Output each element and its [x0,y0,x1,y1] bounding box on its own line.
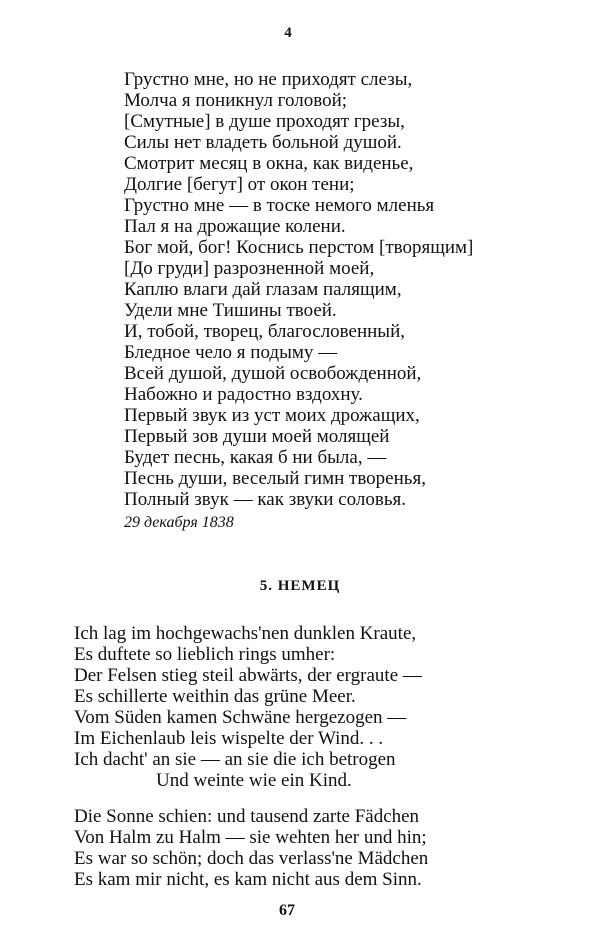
poem-line: Die Sonne schien: und tausend zarte Fädchen [74,806,420,827]
poem-line: И, тобой, творец, благословенный, [124,321,405,342]
poem-line: Von Halm zu Halm — sie wehten her und hin; [74,827,427,848]
poem-line: Ich dacht' an sie — an sie die ich betrogen [74,749,396,770]
poem-line: Каплю влаги дай глазам палящим, [124,279,402,300]
poem-line: Первый звук из уст моих дрожащих, [124,405,420,426]
poem-line: Грустно мне, но не приходят слезы, [124,69,413,90]
poem-line: [Смутные] в душе проходят грезы, [124,111,405,132]
poem-line: Ich lag im hochgewachs'nen dunklen Kraute, [74,623,417,644]
poem-german-stanza-2 [74,806,428,890]
poem-line-indented: Und weinte wie ein Kind. [156,770,352,791]
poem-date: 29 декабря 1838 [124,514,234,531]
poem-line: Бог мой, бог! Коснись перстом [творящим] [124,237,474,258]
section-heading: 5. НЕМЕЦ [259,578,341,594]
poem-line: Смотрит месяц в окна, как виденье, [124,153,414,174]
poem-line: Полный звук — как звуки соловья. [124,489,406,510]
poem-line: Es duftete so lieblich rings umher: [74,644,336,665]
poem-line: Пал я на дрожащие колени. [124,216,346,237]
poem-russian [124,69,473,510]
poem-line: [До груди] разрозненной моей, [124,258,375,279]
poem-line: Всей душой, душой освобожденной, [124,363,422,384]
poem-line: Удели мне Тишины твоей. [124,300,337,321]
page-number: 67 [279,902,295,919]
poem-line: Im Eichenlaub leis wispelte der Wind. . . [74,728,384,749]
poem-line: Der Felsen stieg steil abwärts, der ergraute — [74,665,422,686]
poem-line: Es schillerte weithin das grüne Meer. [74,686,356,707]
poem-german-stanza-1 [74,623,422,791]
poem-line: Es kam mir nicht, es kam nicht aus dem Sinn. [74,869,422,890]
poem-line: Бледное чело я подыму — [124,342,338,363]
poem-line: Будет песнь, какая б ни была, — [124,447,387,468]
poem-line: Силы нет владеть больной душой. [124,132,402,153]
poem-line: Песнь души, веселый гимн творенья, [124,468,426,489]
poem-line: Долгие [бегут] от окон тени; [124,174,355,195]
section-number: 4 [284,25,292,41]
poem-line: Молча я поникнул головой; [124,90,348,111]
poem-line: Набожно и радостно вздохну. [124,384,363,405]
poem-line: Грустно мне — в тоске немого мленья [124,195,435,216]
poem-line: Первый зов души моей молящей [124,426,390,447]
poem-line: Es war so schön; doch das verlass'ne Mädchen [74,848,429,869]
poem-line: Vom Süden kamen Schwäne hergezogen — [74,707,407,728]
